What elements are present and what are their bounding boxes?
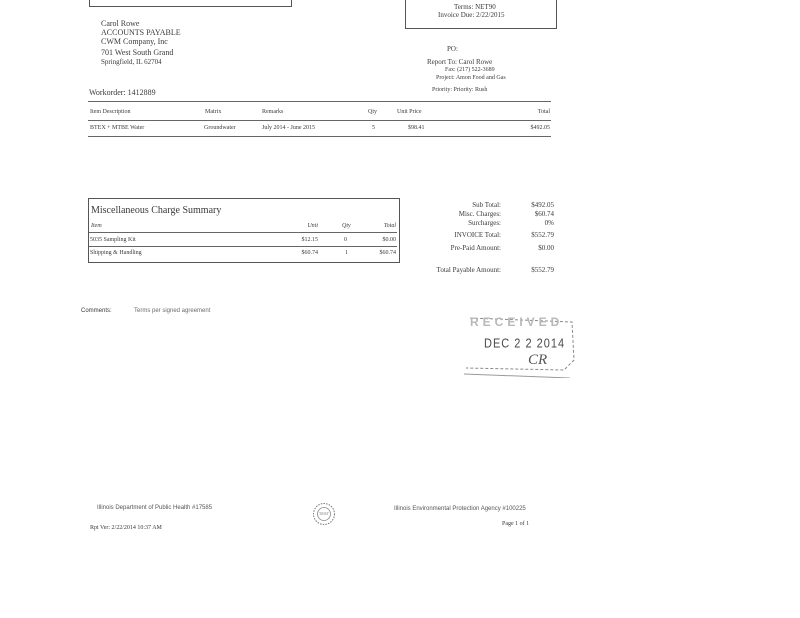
col-unit-price: Unit Price: [397, 109, 422, 115]
invoice-total-value: $552.79: [531, 231, 554, 239]
col-qty: Qty: [368, 109, 377, 115]
terms: Terms: NET90: [454, 3, 496, 11]
item-matrix: Groundwater: [204, 125, 236, 131]
col-total: Total: [537, 109, 550, 115]
col-matrix: Matrix: [205, 109, 222, 115]
stamp-word: RECEIVED: [470, 315, 564, 329]
invoice-total-label: INVOICE Total:: [454, 231, 501, 239]
misc-row1-unit: $12.15: [301, 237, 318, 243]
surcharges-value: 0%: [544, 219, 554, 227]
misc-charges-value: $60.74: [534, 210, 554, 218]
footer-idph-cert: Illinois Department of Public Health #17585: [97, 505, 213, 511]
report-fax: Fax: (217) 522-3689: [445, 67, 495, 73]
total-payable-label: Total Payable Amount:: [436, 266, 501, 274]
misc-charges-label: Misc. Charges:: [458, 210, 501, 218]
misc-col-qty: Qty: [342, 223, 351, 229]
misc-row-rule: [89, 246, 397, 247]
invoice-due: Invoice Due: 2/22/2015: [438, 11, 505, 19]
col-item-description: Item Description: [90, 109, 131, 115]
misc-title: Miscellaneous Charge Summary: [91, 205, 222, 216]
bill-to-city: Springfield, IL 62704: [101, 58, 162, 66]
item-qty: 5: [372, 125, 375, 131]
page-number: Page 1 of 1: [502, 521, 530, 527]
item-remarks: July 2014 - June 2015: [262, 125, 315, 131]
report-version: Rpt Ver: 2/22/2014 10:37 AM: [90, 525, 162, 531]
misc-col-total: Total: [383, 223, 396, 229]
items-bottom-rule: [88, 136, 551, 137]
bill-to-name: Carol Rowe: [101, 19, 140, 28]
top-left-box: [89, 0, 292, 7]
misc-row1-qty: 0: [344, 237, 347, 243]
col-remarks: Remarks: [262, 109, 284, 115]
misc-header-rule: [89, 232, 397, 233]
misc-row1-item: 5035 Sampling Kit: [90, 237, 136, 243]
stamp-date: DEC 2 2 2014: [484, 336, 566, 352]
po-label: PO:: [447, 45, 458, 53]
footer-iepa-cert: Illinois Environmental Protection Agency #100225: [394, 506, 526, 512]
sub-total-value: $492.05: [531, 201, 554, 209]
report-to: Report To: Carol Rowe: [427, 58, 493, 66]
misc-row2-qty: 1: [345, 250, 348, 256]
surcharges-label: Surcharges:: [468, 219, 501, 227]
misc-row1-total: $0.00: [382, 237, 396, 243]
misc-col-item: Item: [91, 223, 102, 229]
items-header-top-rule: [88, 101, 551, 102]
item-description: BTEX + MTBE Water: [90, 125, 145, 131]
misc-row2-unit: $60.74: [301, 250, 318, 256]
seal-icon: [312, 502, 336, 526]
prepaid-label: Pre-Paid Amount:: [450, 244, 501, 252]
priority: Priority: Priority: Rush: [432, 87, 488, 93]
item-unit-price: $98.41: [408, 125, 425, 131]
items-header-rule: [88, 120, 551, 121]
project: Project: Amon Food and Gas: [436, 75, 506, 81]
bill-to-dept: ACCOUNTS PAYABLE: [101, 28, 181, 37]
misc-col-unit: Unit: [307, 223, 318, 229]
seal-text: TEST: [318, 511, 330, 516]
comments-text: Terms per signed agreement: [134, 308, 211, 314]
misc-row2-item: Shipping & Handling: [90, 250, 142, 256]
prepaid-value: $0.00: [538, 244, 554, 252]
comments-label: Comments:: [81, 308, 112, 314]
bill-to-street: 701 West South Grand: [101, 48, 174, 57]
total-payable-value: $552.79: [531, 266, 554, 274]
bill-to-company: CWM Company, Inc: [101, 37, 168, 46]
item-total: $492.05: [530, 125, 550, 131]
misc-row2-total: $60.74: [379, 250, 396, 256]
stamp-initials: CR: [528, 352, 548, 368]
sub-total-label: Sub Total:: [472, 201, 501, 209]
received-stamp: [460, 312, 578, 378]
workorder: Workorder: 1412889: [89, 88, 156, 97]
